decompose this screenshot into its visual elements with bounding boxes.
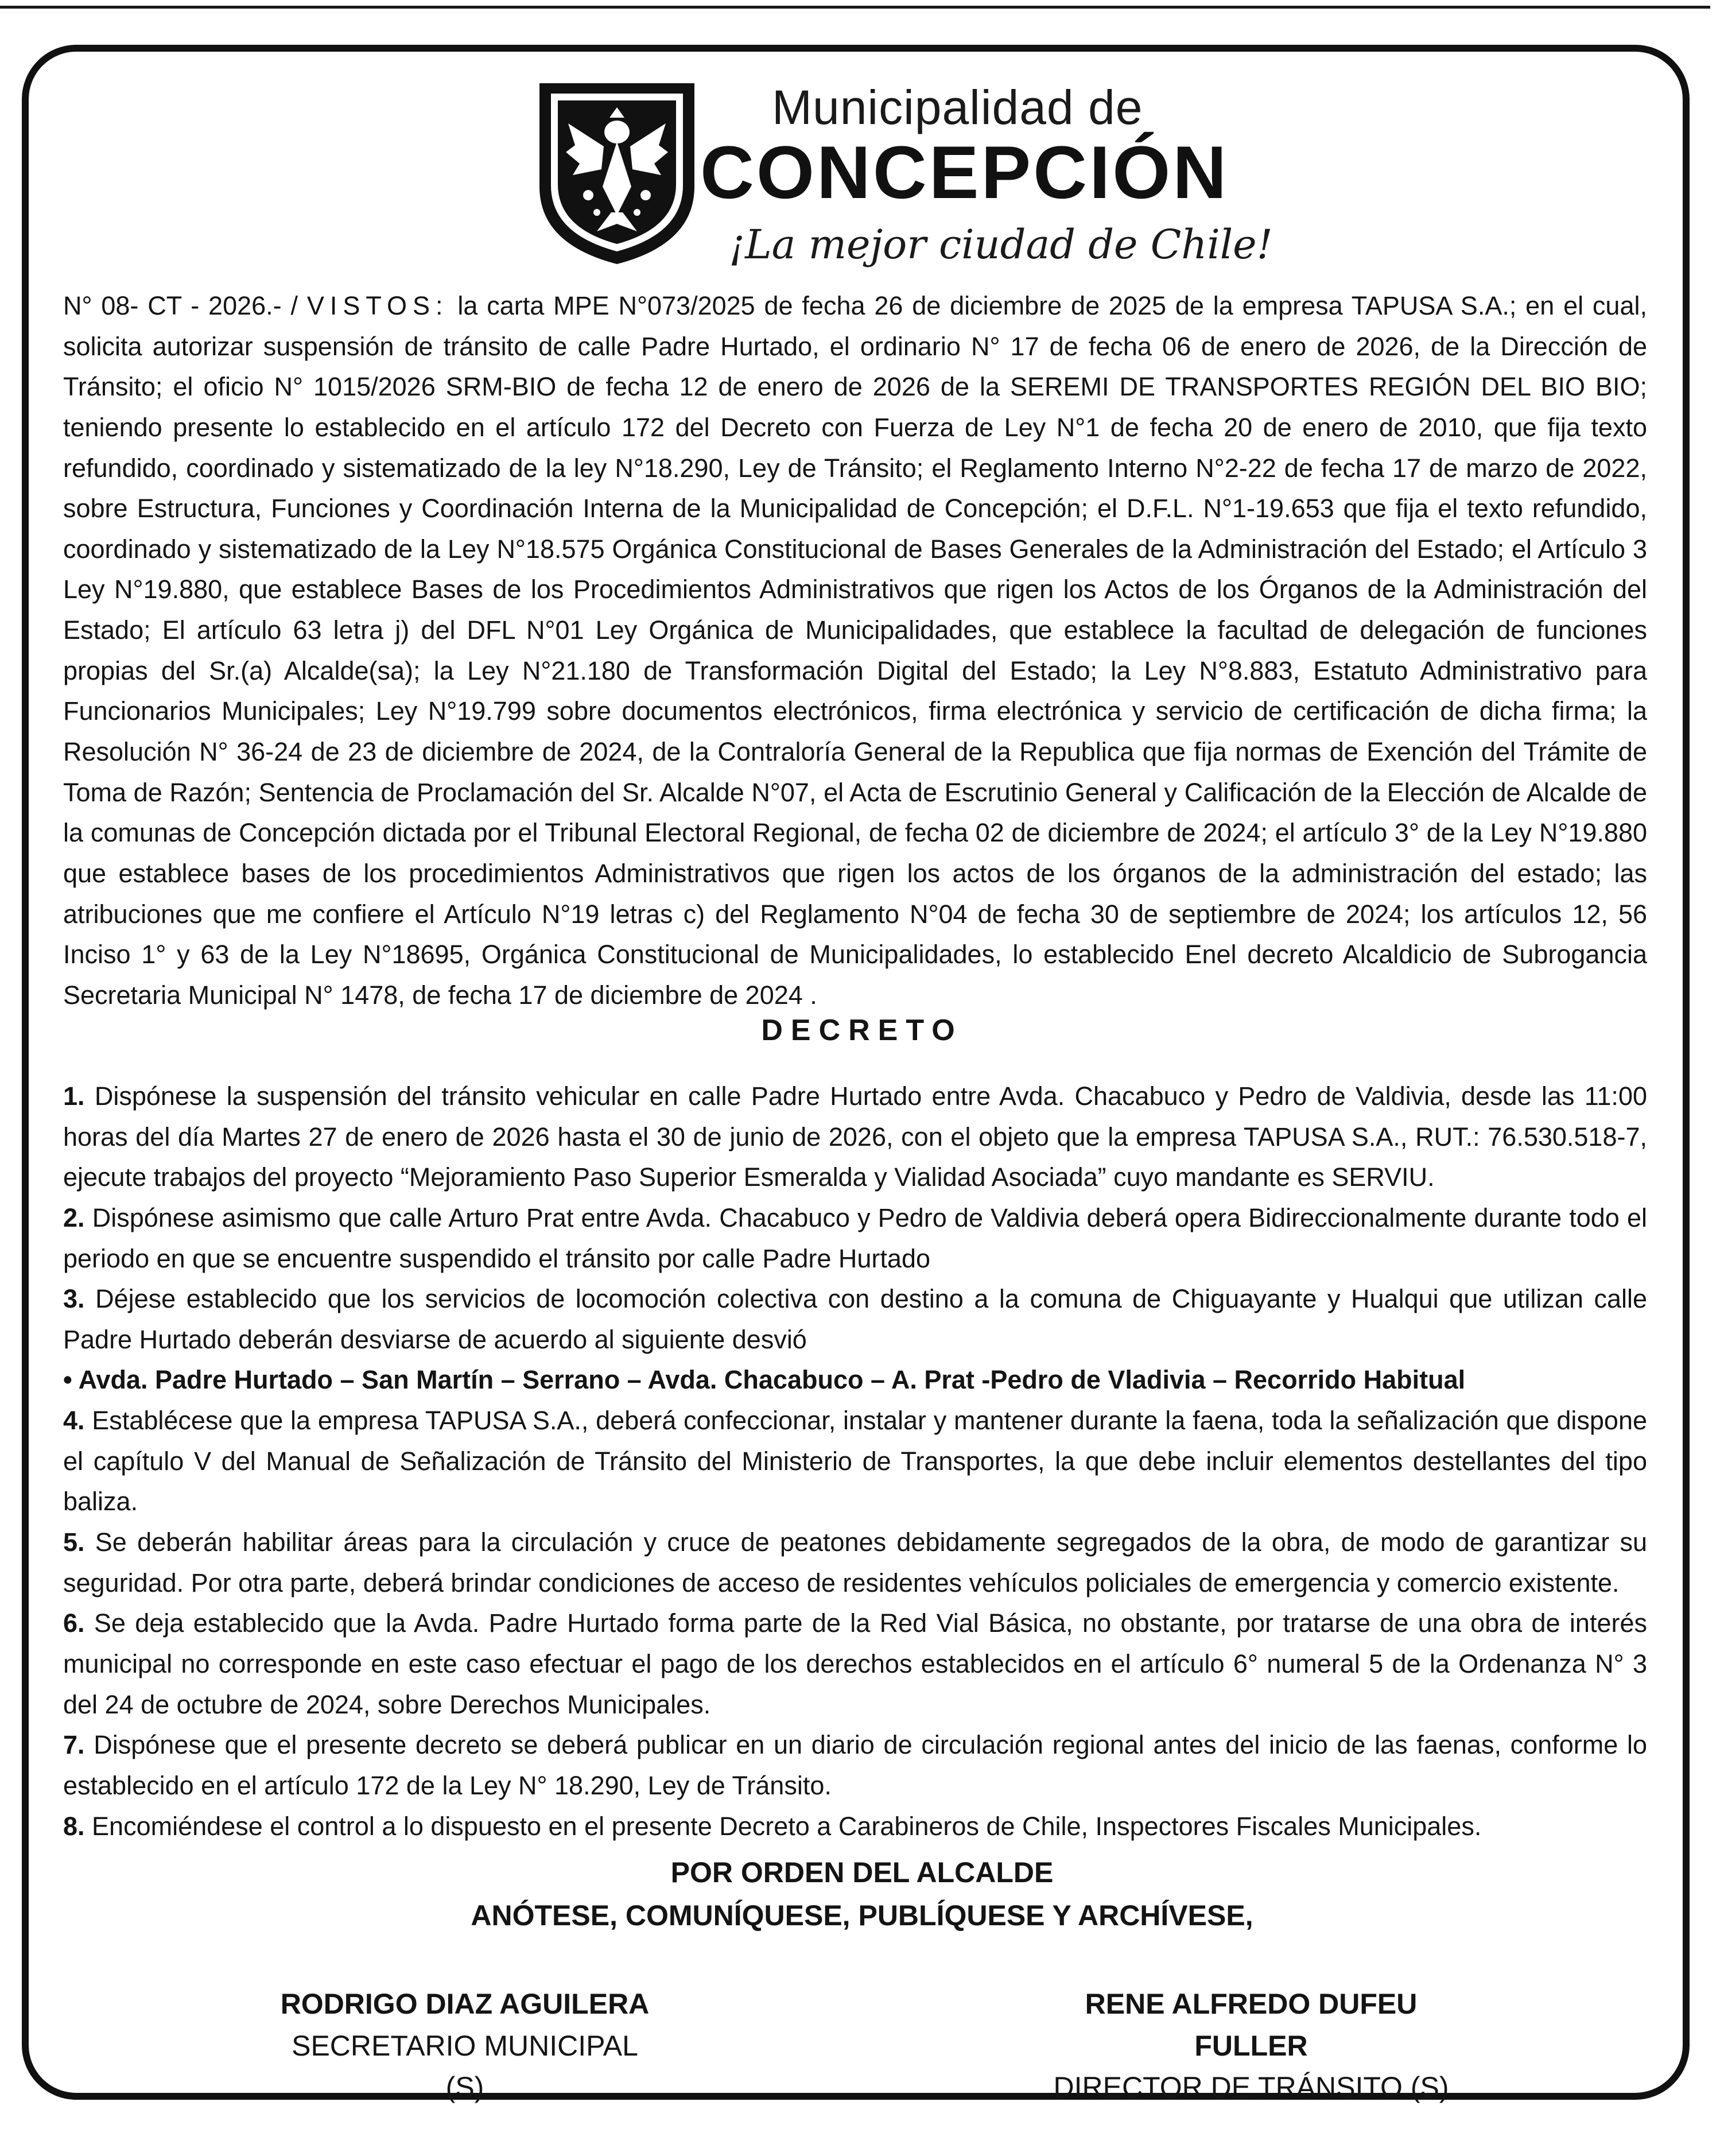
item-number: 5. [63,1527,85,1557]
decree-item [63,1401,1647,1522]
signatory-name: RODRIGO DIAZ AGUILERA [280,1988,650,2020]
order-line: POR ORDEN DEL ALCALDE [670,1856,1054,1889]
item-text: Dispónese la suspensión del tránsito vehicular en calle Padre Hurtado entre Avda. Chacabuco y Pedro de Valdivia, desde las 11:00 horas del día Martes 27 de enero de 2026 hasta el 30 de junio de 2026, con el objeto que la empresa TAPUSA S.A., RUT.: 76.530.518-7, ejecute trabajos del proyecto “Mejoramiento Paso Superior Esmeralda y Vialidad Asociada” cuyo mandante es SERVIU. [63,1081,1647,1192]
decree-number: N° 08- CT - 2026.- / [63,291,307,320]
signatory-title: SECRETARIO MUNICIPAL (S) [292,2029,638,2103]
item-number: 6. [63,1608,85,1638]
header-slogan: ¡La mejor ciudad de Chile! [729,221,1273,268]
item-number: 8. [63,1811,85,1841]
item-text: Se deberán habilitar áreas para la circulación y cruce de peatones debidamente segregados de la obra, de modo de garantizar su seguridad. Por otra parte, deberá brindar condiciones de acceso de residentes vehículos policiales de emergencia y comercio existente. [63,1527,1647,1597]
decree-items [63,1076,1647,1847]
detour-route: • Avda. Padre Hurtado – San Martín – Serrano – Avda. Chacabuco – A. Prat -Pedro de Vladivia – Recorrido Habitual [63,1365,1466,1395]
item-text: Encomiéndese el control a lo dispuesto en el presente Decreto a Carabineros de Chile, Inspectores Fiscales Municipales. [84,1811,1482,1841]
item-text: Se deja establecido que la Avda. Padre Hurtado forma parte de la Red Vial Básica, no obstante, por tratarse de una obra de interés municipal no corresponde en este caso efectuar el pago de los derechos establecidos en el artículo 6° numeral 5 de la Ordenanza N° 3 del 24 de octubre de 2024, sobre Derechos Municipales. [63,1608,1647,1719]
decree-item [63,1603,1647,1725]
signature-secretary [275,1983,654,2108]
item-number: 7. [63,1730,85,1760]
item-number: 2. [63,1203,85,1232]
decree-item [63,1522,1647,1603]
vistos-label: VISTOS: [306,291,449,320]
order-block [0,1851,1724,1937]
decree-item [63,1806,1647,1847]
item-text: Establécese que la empresa TAPUSA S.A., deberá confeccionar, instalar y mantener durante la faena, toda la señalización que dispone el capítulo V del Manual de Señalización de Tránsito del Ministerio de Transportes, la que debe incluir elementos destellantes del tipo baliza. [63,1406,1647,1517]
coat-of-arms-icon [534,77,700,267]
item-text: Dispónese asimismo que calle Arturo Prat entre Avda. Chacabuco y Pedro de Valdivia deberá opera Bidireccionalmente durante todo el periodo en que se encuentre suspendido el tránsito por calle Padre Hurtado [63,1203,1647,1273]
signature-director [1045,1983,1458,2108]
decree-item [63,1076,1647,1198]
order-formula: ANÓTESE, COMUNÍQUESE, PUBLÍQUESE Y ARCHÍVESE, [471,1899,1253,1932]
header-municipality: Municipalidad de [772,80,1143,134]
vistos-paragraph [63,286,1647,1016]
signatory-name: RENE ALFREDO DUFEU FULLER [1085,1988,1418,2062]
item-text: Déjese establecido que los servicios de locomoción colectiva con destino a la comuna de Chiguayante y Hualqui que utilizan calle Padre Hurtado deberán desviarse de acuerdo al siguiente desvió [63,1284,1647,1354]
header-city: CONCEPCIÓN [700,130,1229,214]
decree-item [63,1198,1647,1279]
decree-item [63,1725,1647,1806]
top-rule [0,0,1710,9]
decreto-title: DECRETO [761,1014,963,1047]
vistos-text: la carta MPE N°073/2025 de fecha 26 de diciembre de 2025 de la empresa TAPUSA S.A.; en el cual, solicita autorizar suspensión de tránsito de calle Padre Hurtado, el ordinario N° 17 de fecha 06 de enero de 2026, de la Dirección de Tránsito; el oficio N° 1015/2026 SRM-BIO de fecha 12 de enero de 2026 de la SEREMI DE TRANSPORTES REGIÓN DEL BIO BIO; teniendo presente lo establecido en el artículo 172 del Decreto con Fuerza de Ley N°1 de fecha 20 de enero de 2010, que fija texto refundido, coordinado y sistematizado de la ley N°18.290, Ley de Tránsito; el Reglamento Interno N°2-22 de fecha 17 de marzo de 2022, sobre Estructura, Funciones y Coordinación Interna de la Municipalidad de Concepción; el D.F.L. N°1-19.653 que fija el texto refundido, coordinado y sistematizado de la Ley N°18.575 Orgánica Constitucional de Bases Generales de la Administración del Estado; el Artículo 3 Ley N°19.880, que establece Bases de los Procedimientos Administrativos que rigen los Actos de los Órganos de la Administración del Estado; El artículo 63 letra j) del DFL N°01 Ley Orgánica de Municipalidades, que establece la facultad de delegación de funciones propias del Sr.(a) Alcalde(sa); la Ley N°21.180 de Transformación Digital del Estado; la Ley N°8.883, Estatuto Administrativo para Funcionarios Municipales; Ley N°19.799 sobre documentos electrónicos, firma electrónica y servicio de certificación de dicha firma; la Resolución N° 36-24 de 23 de diciembre de 2024, de la Contraloría General de la Republica que fija normas de Exención del Trámite de Toma de Razón; Sentencia de Proclamación del Sr. Alcalde N°07, el Acta de Escrutinio General y Calificación de la Elección de Alcalde de la comunas de Concepción dictada por el Tribunal Electoral Regional, de fecha 02 de diciembre de 2024; el artículo 3° de la Ley N°19.880 que establece bases de los procedimientos Administrativos que rigen los actos de los órganos de la administración del estado; las atribuciones que me confiere el Artículo N°19 letras c) del Reglamento N°04 de fecha 30 de septiembre de 2024; los artículos 12, 56 Inciso 1° y 63 de la Ley N°18695, Orgánica Constitucional de Municipalidades, lo establecido Enel decreto Alcaldicio de Subrogancia Secretaria Municipal N° 1478, de fecha 17 de diciembre de 2024 . [63,291,1647,1010]
signatory-title: DIRECTOR DE TRÁNSITO (S) [1053,2071,1449,2103]
item-number: 4. [63,1406,85,1436]
decree-item [63,1279,1647,1360]
item-number: 1. [63,1081,85,1111]
header [534,77,1273,273]
item-text: Dispónese que el presente decreto se deberá publicar en un diario de circulación regional antes del inicio de las faenas, conforme lo establecido en el artículo 172 de la Ley N° 18.290, Ley de Tránsito. [63,1730,1647,1800]
item-number: 3. [63,1284,85,1314]
